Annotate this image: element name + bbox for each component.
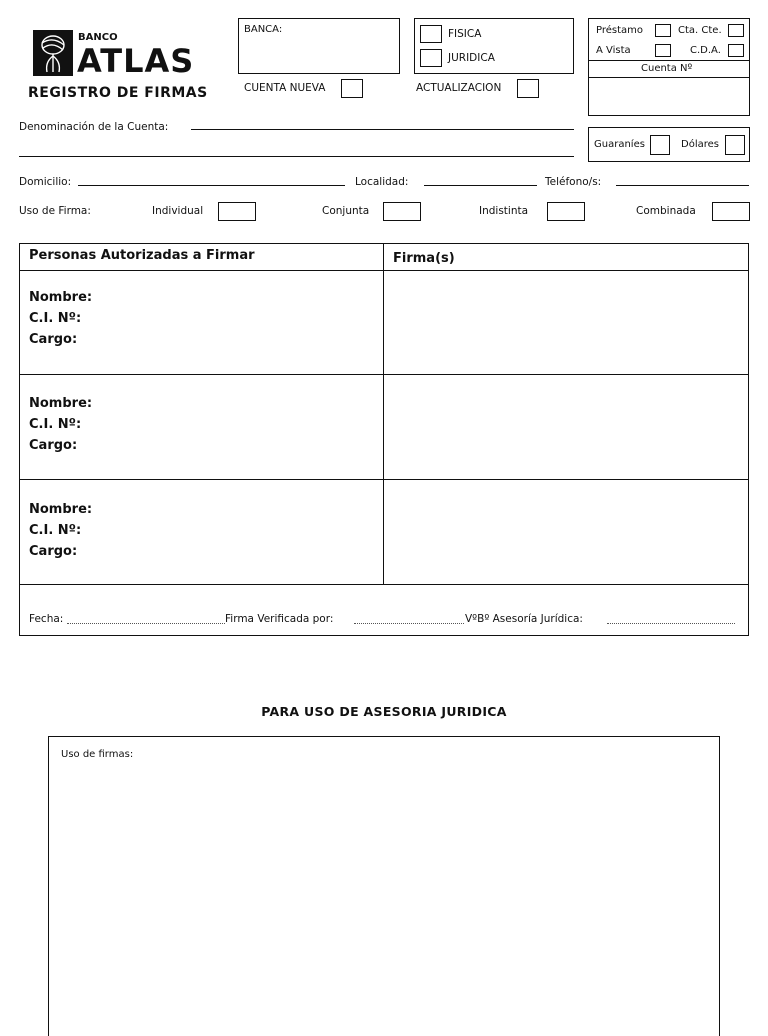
individual-checkbox[interactable] [218, 202, 256, 221]
signature-area[interactable] [384, 480, 748, 584]
nombre-label: Nombre: [29, 502, 93, 517]
domicilio-label: Domicilio: [19, 176, 72, 188]
cuenta-nueva-checkbox[interactable] [341, 79, 363, 98]
telefono-label: Teléfono/s: [545, 176, 602, 188]
ci-label: C.I. Nº: [29, 311, 82, 326]
denominacion-input-line-1[interactable] [191, 129, 574, 130]
col-header-personas: Personas Autorizadas a Firmar [29, 248, 255, 263]
account-type-box [588, 18, 750, 116]
fisica-label: FISICA [448, 28, 482, 40]
individual-label: Individual [152, 205, 204, 217]
signature-area[interactable] [384, 271, 748, 374]
cda-checkbox[interactable] [728, 44, 744, 57]
fisica-checkbox[interactable] [420, 25, 442, 43]
combinada-label: Combinada [636, 205, 696, 217]
account-divider [589, 60, 749, 61]
signature-area[interactable] [384, 375, 748, 479]
cuenta-no-label: Cuenta Nº [641, 63, 693, 74]
dolares-label: Dólares [681, 139, 719, 150]
cuenta-no-divider [589, 77, 749, 78]
denominacion-label: Denominación de la Cuenta: [19, 121, 169, 133]
conjunta-checkbox[interactable] [383, 202, 421, 221]
ci-label: C.I. Nº: [29, 523, 82, 538]
domicilio-input-line[interactable] [78, 185, 345, 186]
cargo-label: Cargo: [29, 332, 78, 347]
uso-firma-label: Uso de Firma: [19, 205, 91, 217]
cda-label: C.D.A. [690, 45, 721, 56]
indistinta-label: Indistinta [479, 205, 529, 217]
vobo-input[interactable] [607, 623, 735, 624]
table-row [29, 287, 92, 350]
firma-verificada-input[interactable] [354, 623, 464, 624]
table-row [29, 499, 92, 562]
localidad-label: Localidad: [355, 176, 409, 188]
logo-banco-text: BANCO [78, 32, 118, 43]
table-row [29, 393, 92, 456]
indistinta-checkbox[interactable] [547, 202, 585, 221]
uso-de-firmas-label: Uso de firmas: [61, 749, 134, 760]
table-row-divider-3 [20, 584, 748, 585]
denominacion-input-line-2[interactable] [19, 156, 574, 157]
guaranies-checkbox[interactable] [650, 135, 670, 155]
cuenta-nueva-label: CUENTA NUEVA [244, 82, 326, 94]
combinada-checkbox[interactable] [712, 202, 750, 221]
atlas-globe-icon [33, 30, 73, 76]
form-title: REGISTRO DE FIRMAS [28, 85, 208, 101]
fecha-input[interactable] [67, 623, 225, 624]
prestamo-checkbox[interactable] [655, 24, 671, 37]
ci-label: C.I. Nº: [29, 417, 82, 432]
actualizacion-checkbox[interactable] [517, 79, 539, 98]
persona-type-box [414, 18, 574, 74]
localidad-input-line[interactable] [424, 185, 537, 186]
telefono-input-line[interactable] [616, 185, 749, 186]
actualizacion-label: ACTUALIZACION [416, 82, 502, 94]
cargo-label: Cargo: [29, 438, 78, 453]
a-vista-checkbox[interactable] [655, 44, 671, 57]
col-header-firmas: Firma(s) [393, 251, 455, 266]
firma-verificada-label: Firma Verificada por: [225, 613, 334, 625]
banca-field[interactable] [238, 18, 400, 74]
bank-logo [33, 30, 198, 80]
asesoria-title: PARA USO DE ASESORIA JURIDICA [261, 704, 507, 719]
guaranies-label: Guaraníes [594, 139, 645, 150]
dolares-checkbox[interactable] [725, 135, 745, 155]
fecha-label: Fecha: [29, 613, 64, 625]
conjunta-label: Conjunta [322, 205, 370, 217]
vobo-label: VºBº Asesoría Jurídica: [465, 613, 583, 625]
cargo-label: Cargo: [29, 544, 78, 559]
uso-de-firmas-box[interactable] [48, 736, 720, 1036]
juridica-checkbox[interactable] [420, 49, 442, 67]
banca-label: BANCA: [244, 24, 283, 35]
prestamo-label: Préstamo [596, 25, 644, 36]
juridica-label: JURIDICA [448, 52, 495, 64]
authorized-signers-table [19, 243, 749, 636]
currency-box [588, 127, 750, 162]
logo-atlas-text: ATLAS [77, 42, 195, 80]
a-vista-label: A Vista [596, 45, 631, 56]
nombre-label: Nombre: [29, 290, 93, 305]
cta-cte-checkbox[interactable] [728, 24, 744, 37]
nombre-label: Nombre: [29, 396, 93, 411]
cta-cte-label: Cta. Cte. [678, 25, 722, 36]
